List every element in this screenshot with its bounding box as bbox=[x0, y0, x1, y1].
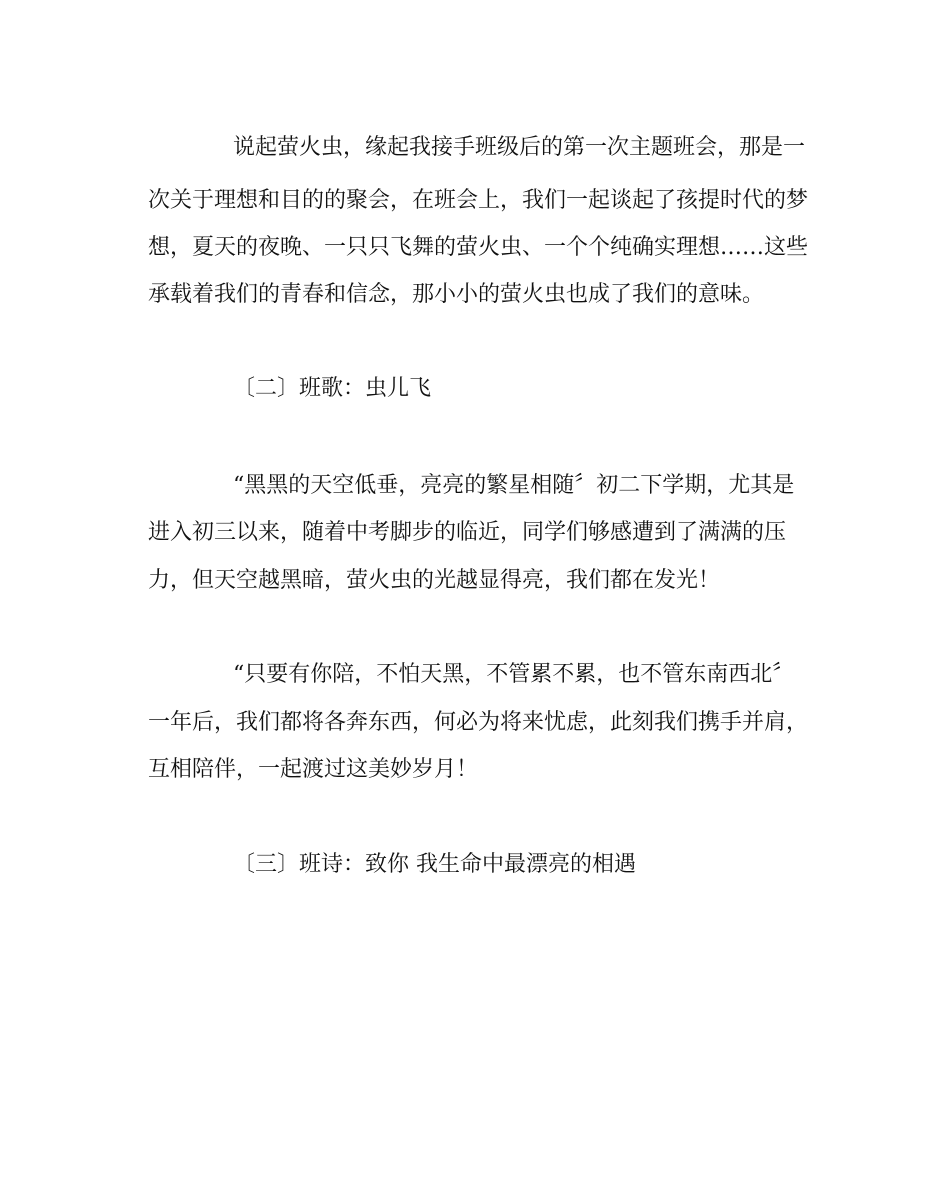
section-heading-3: 〔三〕班诗：致你 我生命中最漂亮的相遇 bbox=[233, 852, 636, 877]
paragraph-1-line-4: 承载着我们的青春和信念，那小小的萤火虫也成了我们的意味。 bbox=[148, 282, 765, 307]
paragraph-3-line-2: 一年后，我们都将各奔东西，何必为将来忧虑，此刻我们携手并肩， bbox=[148, 710, 809, 735]
section-heading-2: 〔二〕班歌：虫儿飞 bbox=[233, 376, 432, 401]
paragraph-1-line-2: 次关于理想和目的的聚会，在班会上，我们一起谈起了孩提时代的梦 bbox=[148, 188, 809, 213]
paragraph-2-line-2: 进入初三以来，随着中考脚步的临近，同学们够感遭到了满满的压 bbox=[148, 520, 787, 545]
paragraph-3-line-3: 互相陪伴，一起渡过这美妙岁月！ bbox=[148, 757, 479, 782]
paragraph-3-line-1: “只要有你陪，不怕天黑，不管累不累，也不管东南西北〞 bbox=[233, 662, 795, 687]
paragraph-2-line-1: “黑黑的天空低垂，亮亮的繁星相随〞初二下学期，尤其是 bbox=[233, 473, 795, 498]
paragraph-1-line-1: 说起萤火虫，缘起我接手班级后的第一次主题班会，那是一 bbox=[233, 135, 806, 160]
paragraph-1-line-3: 想，夏天的夜晚、一只只飞舞的萤火虫、一个个纯确实理想……这些 bbox=[148, 235, 809, 260]
paragraph-2-line-3: 力，但天空越黑暗，萤火虫的光越显得亮，我们都在发光！ bbox=[148, 568, 721, 593]
